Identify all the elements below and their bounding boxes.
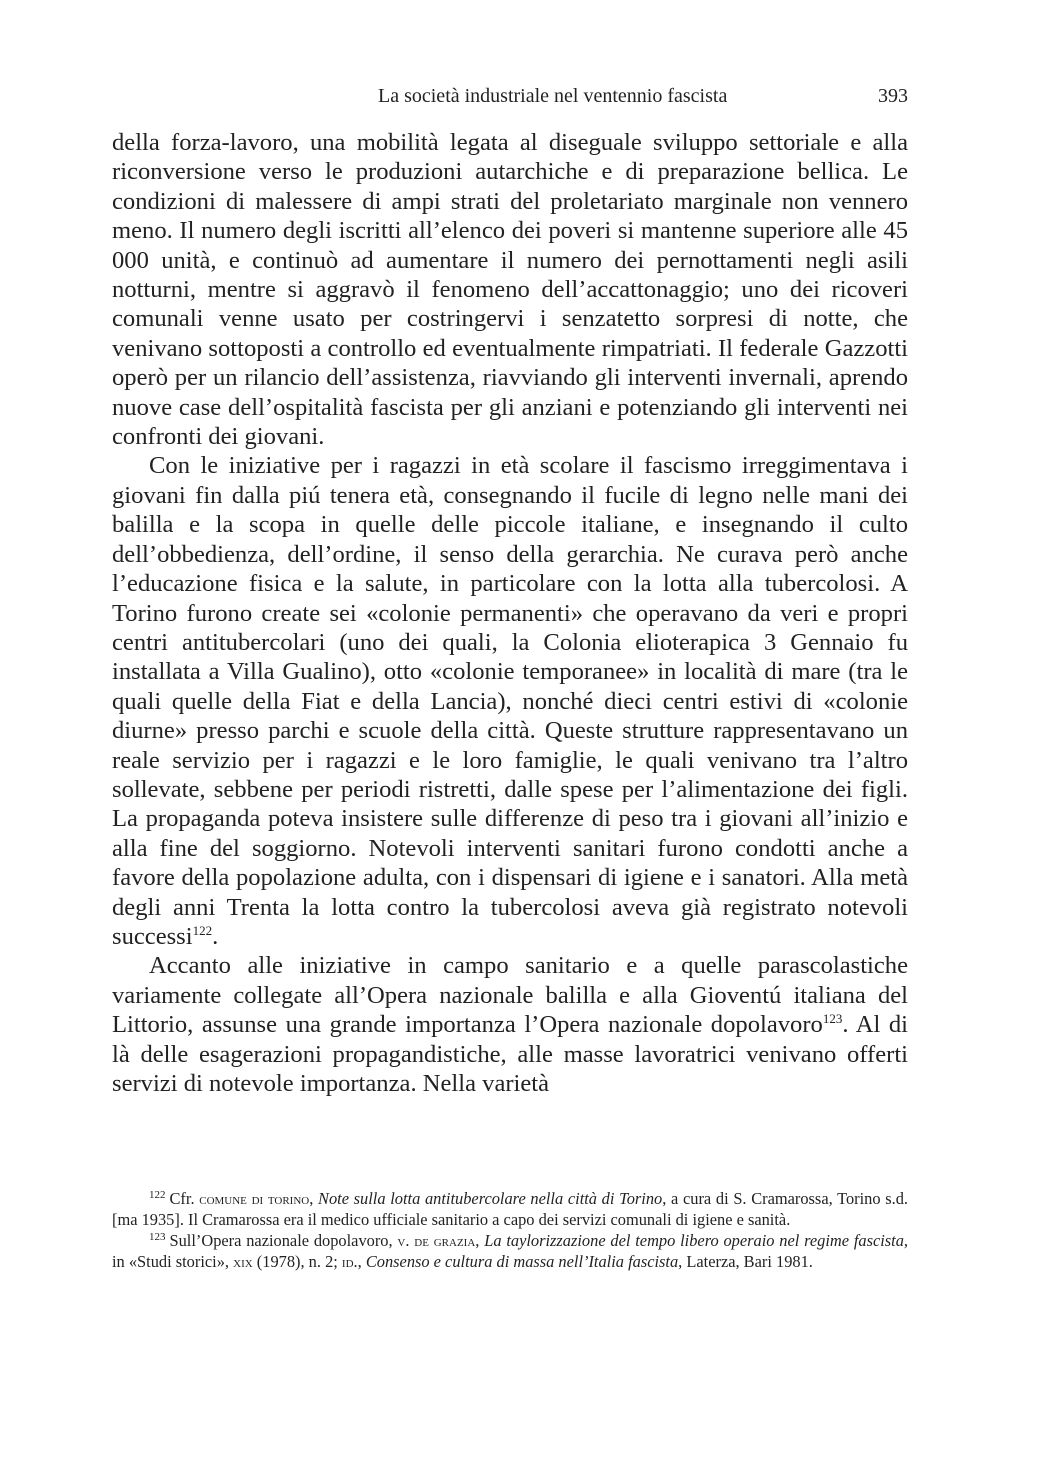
page-number: 393 <box>878 85 908 107</box>
footnote-text: , <box>357 1252 366 1271</box>
author-name: v. de grazia <box>397 1231 476 1250</box>
paragraph-3-text: Accanto alle iniziative in campo sanitario e a quelle parascolastiche variamente collegate all’Opera nazionale balilla e alla Gioventú italiana del Littorio, assunse una grande importanza l’Opera nazionale dopolavoro <box>112 952 908 1039</box>
running-header <box>378 85 908 115</box>
footnote-122 <box>112 1188 908 1230</box>
volume-number: xix <box>233 1252 253 1271</box>
footnote-text: , a cura di S. Cramarossa, Torino s.d. [ma 1935]. Il Cramarossa era il medico ufficiale sanitario a capo dei servizi comunali di igiene e sanità. <box>112 1189 908 1229</box>
work-title: Consenso e cultura di massa nell’Italia fascista <box>365 1252 679 1271</box>
paragraph-1: della forza-lavoro, una mobilità legata al diseguale sviluppo settoriale e alla riconversione verso le produzioni autarchiche e di preparazione bellica. Le condizioni di malessere di ampi strati del proletariato marginale non vennero meno. Il numero degli iscritti all’elenco dei poveri si mantenne superiore alle 45 000 unità, e continuò ad aumentare il numero dei pernottamenti negli asili notturni, mentre si aggravò il fenomeno dell’accattonaggio; uno dei ricoveri comunali venne usato per costringervi i senzatetto sorpresi di notte, che venivano sottoposti a controllo ed eventualmente rimpatriati. Il federale Gazzotti operò per un rilancio dell’assistenza, riavviando gli interventi invernali, aprendo nuove case dell’ospitalità fascista per gli anziani e potenziando gli interventi nei confronti dei giovani. <box>112 129 908 451</box>
footnote-ref-122[interactable]: 122 <box>192 922 213 938</box>
body-text <box>112 128 908 1098</box>
footnote-123 <box>112 1230 908 1272</box>
work-title: La taylorizzazione del tempo libero operaio nel regime fascista <box>484 1231 904 1250</box>
footnote-text: , <box>309 1189 319 1208</box>
running-title: La società industriale nel ventennio fascista <box>378 85 728 107</box>
author-name: comune di torino <box>199 1189 310 1208</box>
footnote-text: (1978), n. 2; <box>252 1252 342 1271</box>
paragraph-2 <box>112 451 908 951</box>
footnote-text: , Laterza, Bari 1981. <box>678 1252 813 1271</box>
footnote-number: 122 <box>149 1189 166 1201</box>
paragraph-3 <box>112 951 908 1098</box>
footnote-text: Sull’Opera nazionale dopolavoro, <box>169 1231 398 1250</box>
footnote-text: Cfr. <box>169 1189 200 1208</box>
footnote-ref-123[interactable]: 123 <box>822 1011 843 1027</box>
footnote-text: , <box>475 1231 485 1250</box>
work-title: Note sulla lotta antitubercolare nella città di Torino <box>318 1189 663 1208</box>
footnotes <box>112 1188 908 1272</box>
ibidem-abbrev: id. <box>341 1252 358 1271</box>
paragraph-2-text: Con le iniziative per i ragazzi in età scolare il fascismo irreggimentava i giovani fin dalla piú tenera età, consegnando il fucile di legno nelle mani dei balilla e la scopa in quelle delle piccole italiane, e insegnando il culto dell’obbedienza, dell’ordine, il senso della gerarchia. Ne curava però anche l’educazione fisica e la salute, in particolare con la lotta alla tubercolosi. A Torino furono create sei «colonie permanenti» che operavano da veri e propri centri antitubercolari (uno dei quali, la Colonia elioterapica 3 Gennaio fu installata a Villa Gualino), otto «colonie temporanee» in località di mare (tra le quali quelle della Fiat e della Lancia), nonché dieci centri estivi di «colonie diurne» presso parchi e scuole della città. Queste strutture rappresentavano un reale servizio per i ragazzi e le loro famiglie, le quali venivano tra l’altro sollevate, sebbene per periodi ristretti, dalle spese per l’alimentazione dei figli. La propaganda poteva insistere sulle differenze di peso tra i giovani all’inizio e alla fine del soggiorno. Notevoli interventi sanitari furono condotti anche a favore della popolazione adulta, con i dispensari di igiene e i sanatori. Alla metà degli anni Trenta la lotta contro la tubercolosi aveva già registrato notevoli successi <box>112 452 908 950</box>
paragraph-3-rest: . Al di là delle esagerazioni propagandistiche, alle masse lavoratrici venivano offerti servizi di notevole importanza. Nella varietà <box>112 1011 908 1097</box>
footnote-number: 123 <box>149 1231 166 1243</box>
footnote-text: , in «Studi storici», <box>112 1231 909 1271</box>
paragraph-2-end: . <box>212 922 219 950</box>
